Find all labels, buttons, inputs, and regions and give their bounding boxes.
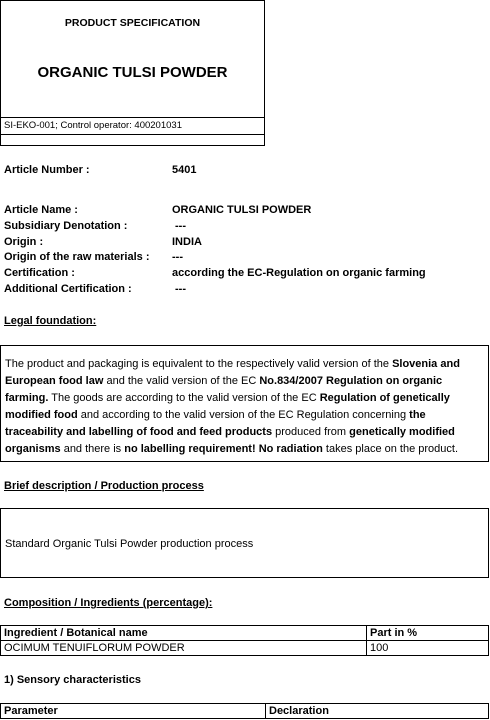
legal-text-run: and the valid version of the EC [103, 375, 260, 387]
column-header: Part in % [367, 626, 489, 641]
raw-materials-origin-value: --- [172, 251, 183, 263]
table-row [1, 641, 489, 656]
additional-certification-value: --- [175, 283, 186, 295]
composition-header-row [1, 626, 489, 641]
product-title: ORGANIC TULSI POWDER [37, 64, 228, 81]
column-header: Ingredient / Botanical name [1, 626, 367, 641]
origin-label: Origin : [4, 236, 44, 248]
legal-foundation-text [0, 345, 489, 462]
ingredient-cell: OCIMUM TENUIFLORUM POWDER [1, 641, 367, 656]
header-box [0, 0, 265, 146]
column-header: Parameter [1, 704, 266, 719]
legal-text-run: The goods are according to the valid version of the EC [48, 392, 320, 404]
sensory-table [0, 703, 489, 719]
legal-text-bold-run: No.834/2007 Regulation on organic farming. [5, 375, 443, 404]
subsidiary-denotation-value: --- [175, 220, 186, 232]
subsidiary-denotation-label: Subsidiary Denotation : [4, 220, 128, 232]
document-type: PRODUCT SPECIFICATION [64, 17, 201, 29]
certification-label: Certification : [4, 267, 75, 279]
control-operator: SI-EKO-001; Control operator: 400201031 [1, 117, 264, 135]
article-number-value: 5401 [172, 164, 197, 176]
composition-heading: Composition / Ingredients (percentage): [4, 597, 213, 609]
legal-text-run: The product and packaging is equivalent to the respectively valid version of the [5, 358, 393, 370]
raw-materials-origin-label: Origin of the raw materials : [4, 251, 150, 263]
legal-text-bold-run: Slovenia and European food law [5, 358, 460, 387]
legal-text-bold-run: no labelling requirement! No radiation [124, 443, 323, 455]
legal-text-bold-run: Regulation of genetically modified food [5, 392, 450, 421]
certification-value: according the EC-Regulation on organic farming [172, 267, 426, 279]
additional-certification-label: Additional Certification : [4, 283, 132, 295]
sensory-heading: 1) Sensory characteristics [4, 674, 141, 686]
legal-text-run: takes place on the product. [322, 443, 459, 455]
brief-description-heading: Brief description / Production process [4, 480, 204, 492]
part-percent-cell: 100 [367, 641, 489, 656]
article-name-value: ORGANIC TULSI POWDER [172, 204, 312, 216]
legal-text-bold-run: the traceability and labelling of food and feed products [5, 409, 426, 438]
brief-description-box [0, 508, 489, 578]
composition-table [0, 625, 489, 656]
legal-text-run: produced from [272, 426, 350, 438]
legal-text-bold-run: genetically modified organisms [5, 426, 455, 455]
column-header: Declaration [266, 704, 489, 719]
legal-text-run: and according to the valid version of the EC Regulation concerning [77, 409, 410, 421]
brief-description-text: Standard Organic Tulsi Powder production process [5, 538, 254, 550]
legal-text-run: and there is [60, 443, 125, 455]
origin-value: INDIA [172, 236, 202, 248]
sensory-header-row [1, 704, 489, 719]
article-name-label: Article Name : [4, 204, 78, 216]
legal-foundation-heading: Legal foundation: [4, 315, 97, 327]
article-number-label: Article Number : [4, 164, 90, 176]
